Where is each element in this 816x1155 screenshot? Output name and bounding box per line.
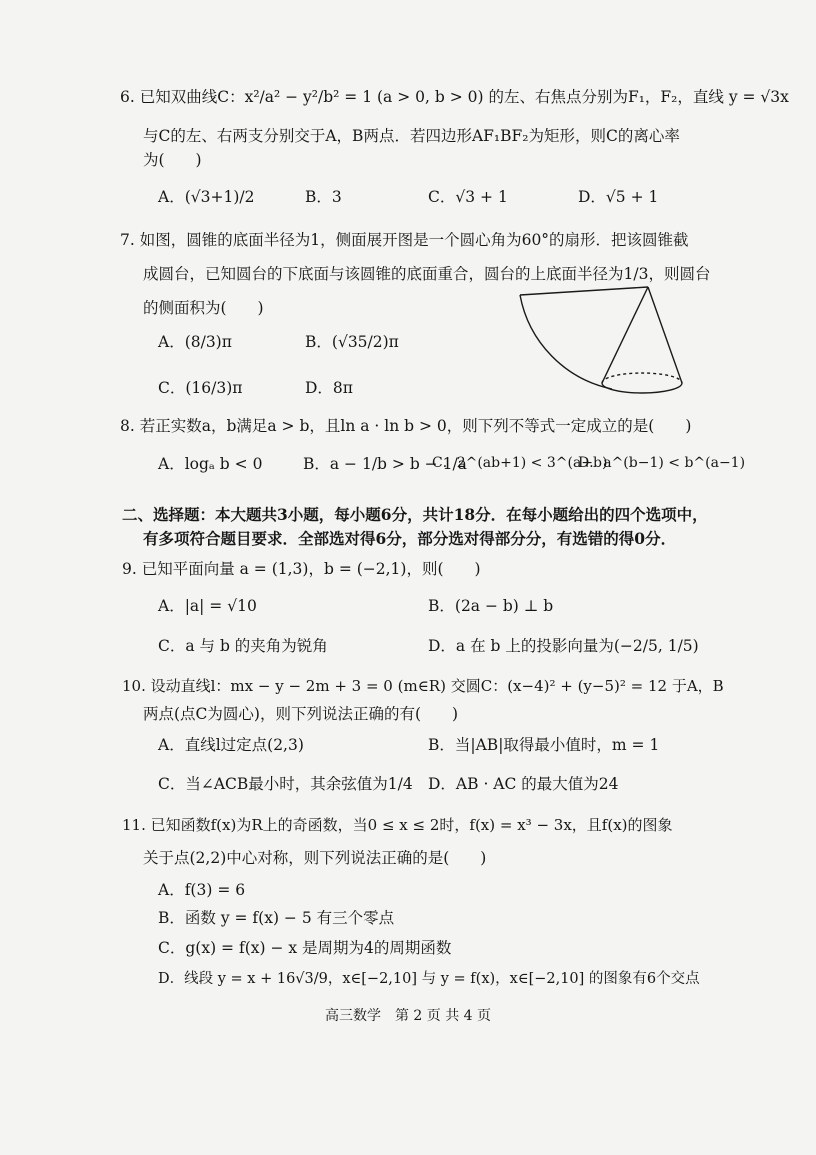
q6-line2: 与C的左、右两支分别交于A，B两点．若四边形AF₁BF₂为矩形，则C的离心率 <box>143 127 680 145</box>
q7-line3: 的侧面积为( ) <box>143 299 264 317</box>
sector-arc <box>520 295 612 389</box>
section2-line2: 有多项符合题目要求．全部选对得6分，部分选对得部分分，有选错的得0分． <box>143 529 677 548</box>
q9-option-c: C．a 与 b 的夹角为锐角 <box>158 637 328 655</box>
q11-line1: 11. 已知函数f(x)为R上的奇函数，当0 ≤ x ≤ 2时，f(x) = x³ − 3x，且f(x)的图象 <box>122 816 673 834</box>
cone-left-slant <box>602 287 648 383</box>
q7-option-d: D．8π <box>305 379 353 397</box>
q6-option-d: D．√5 + 1 <box>578 188 659 206</box>
q10-line1: 10. 设动直线l：mx − y − 2m + 3 = 0 (m∈R) 交圆C：(x−4)² + (y−5)² = 12 于A，B <box>122 677 724 695</box>
section2-line1: 二、选择题：本大题共3小题，每小题6分，共计18分．在每小题给出的四个选项中， <box>122 505 708 524</box>
q6-line3: 为( ) <box>143 151 202 169</box>
q7-option-c: C．(16/3)π <box>158 379 243 397</box>
q10-option-c: C．当∠ACB最小时，其余弦值为1/4 <box>158 775 413 793</box>
q11-line2: 关于点(2,2)中心对称，则下列说法正确的是( ) <box>143 849 487 867</box>
q8-line1: 8. 若正实数a，b满足a > b，且ln a · ln b > 0，则下列不等式一定成立的是( ) <box>120 417 692 435</box>
q8-option-a: A．logₐ b < 0 <box>158 455 263 473</box>
cone-base-back <box>602 373 682 383</box>
q10-option-b: B．当|AB|取得最小值时，m = 1 <box>428 736 660 754</box>
q10-option-a: A．直线l过定点(2,3) <box>158 736 304 754</box>
q11-option-b: B．函数 y = f(x) − 5 有三个零点 <box>158 909 395 927</box>
q6-option-a: A．(√3+1)/2 <box>158 188 255 206</box>
cone-sector-figure <box>518 285 694 409</box>
q11-option-c: C．g(x) = f(x) − x 是周期为4的周期函数 <box>158 939 452 957</box>
q7-line1: 7. 如图，圆锥的底面半径为1，侧面展开图是一个圆心角为60°的扇形．把该圆锥截 <box>120 231 689 249</box>
q11-option-d: D．线段 y = x + 16√3/9，x∈[−2,10] 与 y = f(x)，x∈[−2,10] 的图象有6个交点 <box>158 971 700 987</box>
q8-option-d: D．a^(b−1) < b^(a−1) <box>578 455 746 471</box>
q9-option-d: D．a 在 b 上的投影向量为(−2/5, 1/5) <box>428 637 699 655</box>
q10-option-d: D．AB · AC 的最大值为24 <box>428 775 619 793</box>
cone-right-slant <box>648 287 682 383</box>
q9-option-a: A．|a| = √10 <box>158 597 257 615</box>
sector-top-edge <box>520 287 648 295</box>
q6-option-b: B．3 <box>305 188 342 206</box>
q6-line1: 6. 已知双曲线C：x²/a² − y²/b² = 1 (a > 0, b > 0) 的左、右焦点分别为F₁，F₂，直线 y = √3x <box>120 88 789 106</box>
page-footer: 高三数学 第 2 页 共 4 页 <box>324 1008 492 1024</box>
q6-option-c: C．√3 + 1 <box>428 188 508 206</box>
q9-option-b: B．(2a − b) ⊥ b <box>428 597 554 615</box>
q8-option-c: C．2^(ab+1) < 3^(a+b) <box>432 455 608 471</box>
q8-option-b: B．a − 1/b > b − 1/a <box>303 455 467 473</box>
q7-option-a: A．(8/3)π <box>158 333 232 351</box>
q9-line1: 9. 已知平面向量 a = (1,3)，b = (−2,1)，则( ) <box>122 560 481 578</box>
q7-option-b: B．(√35/2)π <box>305 333 399 351</box>
q7-line2: 成圆台，已知圆台的下底面与该圆锥的底面重合，圆台的上底面半径为1/3，则圆台 <box>143 265 711 283</box>
cone-base-front <box>602 383 682 393</box>
q10-line2: 两点(点C为圆心)，则下列说法正确的有( ) <box>143 705 459 723</box>
q11-option-a: A．f(3) = 6 <box>158 881 246 899</box>
